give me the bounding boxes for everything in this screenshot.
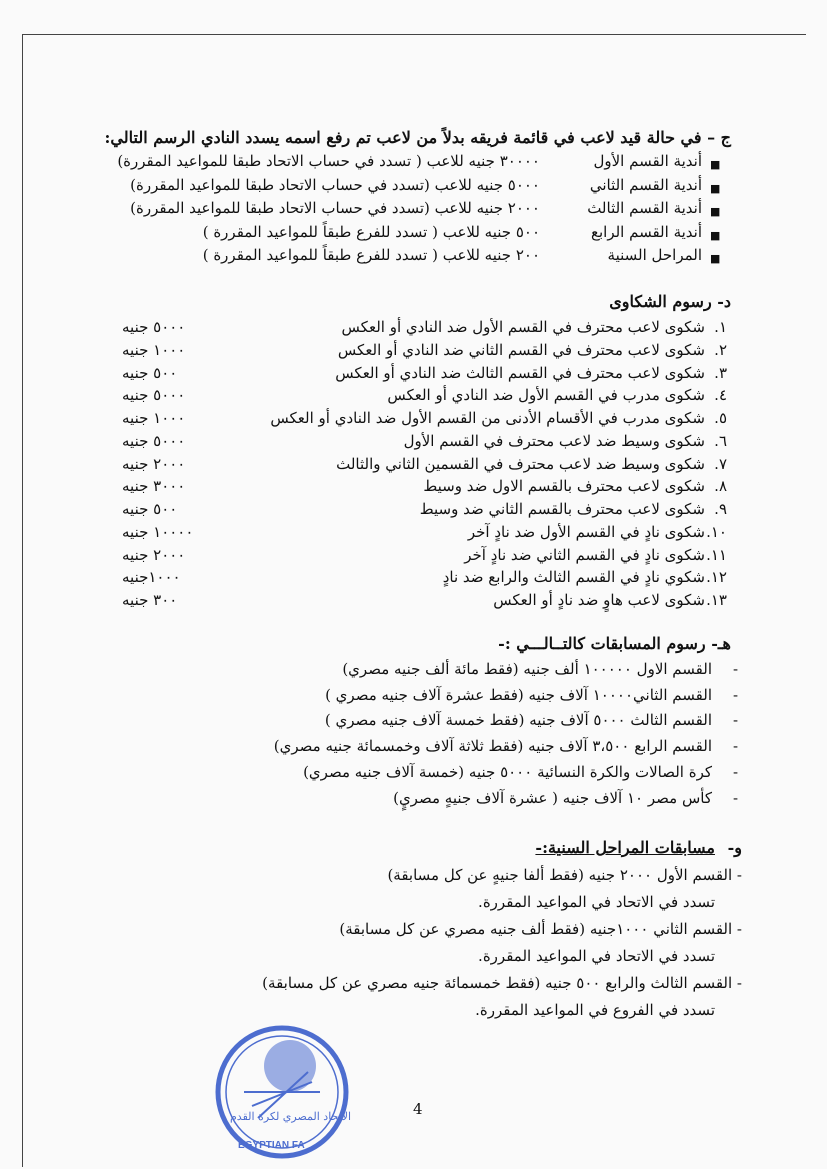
item-number: ١١. [706,546,727,564]
complaint-text: شكوى وسيط ضد لاعب محترف في القسم الأول [403,432,705,450]
complaint-amount: ١٠٠٠ جنيه [122,409,186,427]
complaint-amount: ٥٠٠٠ جنيه [122,386,186,404]
competition-fee: القسم الثالث ٥٠٠٠ آلاف جنيه (فقط خمسة آلاف جنيه مصري ) [324,711,712,729]
complaint-text: شكوى نادٍ في القسم الثاني ضد نادٍ آخر [464,546,705,564]
stamp-english-text: EGYPTIAN FA [238,1140,305,1151]
complaint-text: شكوى وسيط ضد لاعب محترف في القسمين الثاني والثالث [336,455,705,473]
complaint-amount: ١٠٠٠ جنيه [122,341,186,359]
federation-stamp [212,1022,352,1162]
complaint-amount: ٣٠٠٠ جنيه [122,477,186,495]
youth-fee-note: تسدد في الاتحاد في المواعيد المقررة. [478,947,715,965]
complaint-amount: ١٠٠٠جنيه [122,568,181,586]
stamp-arabic-text: الاتحاد المصري لكرة القدم [230,1110,352,1123]
club-label: أندية القسم الثاني [589,176,702,194]
dash: - [733,789,739,807]
club-fee: ٢٠٠ جنيه للاعب ( تسدد للفرع طبقاً للمواعيد المقررة ) [202,246,540,264]
complaint-text: شكوى لاعب محترف في القسم الثاني ضد النادي أو العكس [337,341,705,359]
complaint-text: شكوى مدرب في الأقسام الأدنى من القسم الأول ضد النادي أو العكس [270,409,705,427]
complaint-amount: ٥٠٠ جنيه [122,500,178,518]
youth-fee-note: تسدد في الفروع في المواعيد المقررة. [475,1001,715,1019]
complaint-text: شكوى نادٍ في القسم الأول ضد نادٍ آخر [467,523,705,541]
item-number: ٤. [714,386,727,404]
complaint-amount: ٥٠٠ جنيه [122,364,178,382]
item-number: ٧. [714,455,727,473]
item-number: ١. [714,318,727,336]
bullet: ■ [710,229,721,242]
complaint-amount: ٥٠٠٠ جنيه [122,432,186,450]
complaint-text: شكوى لاعب هاوٍ ضد نادٍ أو العكس [493,591,705,609]
complaint-text: شكوى لاعب محترف بالقسم الثاني ضد وسيط [419,500,705,518]
complaint-amount: ٣٠٠ جنيه [122,591,178,609]
dash: - [733,711,739,729]
section-j-heading: ج – في حالة قيد لاعب في قائمة فريقه بدلاً من لاعب تم رفع اسمه يسدد النادي الرسم التالي: [104,128,731,147]
competition-fee: كأس مصر ١٠ آلاف جنيه ( عشرة آلاف جنيهٍ مصريٍ) [393,789,712,807]
complaint-text: شكوى لاعب محترف بالقسم الاول ضد وسيط [423,477,705,495]
dash: - [733,686,739,704]
competition-fee: كرة الصالات والكرة النسائية ٥٠٠٠ جنيه (خمسة آلاف جنيه مصري) [303,763,712,781]
youth-fee-line: - القسم الثالث والرابع ٥٠٠ جنيه (فقط خمسمائة جنيه مصري عن كل مسابقة) [262,974,742,992]
section-h-heading: هـ- رسوم المسابقات كالتــالـــي :- [498,634,731,653]
section-w-prefix: و- [727,838,742,857]
competition-fee: القسم الاول ١٠٠٠٠٠ ألف جنيه (فقط مائة ألف جنيه مصري) [342,660,712,678]
club-label: أندية القسم الأول [593,152,702,170]
bullet: ■ [710,182,721,195]
page-number: 4 [413,1100,423,1118]
item-number: ٣. [714,364,727,382]
dash: - [733,763,739,781]
item-number: ٦. [714,432,727,450]
item-number: ٢. [714,341,727,359]
complaint-amount: ٥٠٠٠ جنيه [122,318,186,336]
complaint-text: شكوى لاعب محترف في القسم الثالث ضد النادي أو العكس [335,364,705,382]
item-number: ٥. [714,409,727,427]
youth-fee-note: تسدد في الاتحاد في المواعيد المقررة. [478,893,715,911]
bullet: ■ [710,205,721,218]
competition-fee: القسم الرابع ٣،٥٠٠ آلاف جنيه (فقط ثلاثة آلاف وخمسمائة جنيه مصري) [273,737,712,755]
bullet: ■ [710,252,721,265]
bullet: ■ [710,158,721,171]
item-number: ١٣. [706,591,727,609]
club-fee: ٢٠٠٠ جنيه للاعب (تسدد في حساب الاتحاد طبقا للمواعيد المقررة) [130,199,540,217]
section-w-heading: مسابقات المراحل السنية:- [535,838,715,857]
club-fee: ٣٠٠٠٠ جنيه للاعب ( تسدد في حساب الاتحاد طبقا للمواعيد المقررة) [117,152,540,170]
complaint-amount: ١٠٠٠٠ جنيه [122,523,194,541]
club-label: أندية القسم الثالث [587,199,702,217]
club-fee: ٥٠٠٠ جنيه للاعب (تسدد في حساب الاتحاد طبقا للمواعيد المقررة) [130,176,540,194]
item-number: ١٠. [706,523,727,541]
dash: - [733,660,739,678]
youth-fee-line: - القسم الأول ٢٠٠٠ جنيه (فقط ألفا جنيهٍ عن كل مسابقة) [387,866,742,884]
youth-fee-line: - القسم الثاني ١٠٠٠جنيه (فقط ألف جنيه مصري عن كل مسابقة) [339,920,742,938]
section-d-heading: د- رسوم الشكاوى [609,292,731,311]
dash: - [733,737,739,755]
item-number: ٨. [714,477,727,495]
club-label: أندية القسم الرابع [591,223,702,241]
item-number: ١٢. [706,568,727,586]
club-label: المراحل السنية [607,246,702,264]
item-number: ٩. [714,500,727,518]
complaint-text: شكوى مدرب في القسم الأول ضد النادي أو العكس [387,386,705,404]
competition-fee: القسم الثاني١٠٠٠٠ آلاف جنيه (فقط عشرة آلاف جنيه مصري ) [325,686,712,704]
complaint-text: شكوى لاعب محترف في القسم الأول ضد النادي أو العكس [341,318,705,336]
club-fee: ٥٠٠ جنيه للاعب ( تسدد للفرع طبقاً للمواعيد المقررة ) [202,223,540,241]
complaint-amount: ٢٠٠٠ جنيه [122,546,186,564]
complaint-amount: ٢٠٠٠ جنيه [122,455,186,473]
complaint-text: شكوي نادٍ في القسم الثالث والرابع ضد نادٍ [442,568,705,586]
